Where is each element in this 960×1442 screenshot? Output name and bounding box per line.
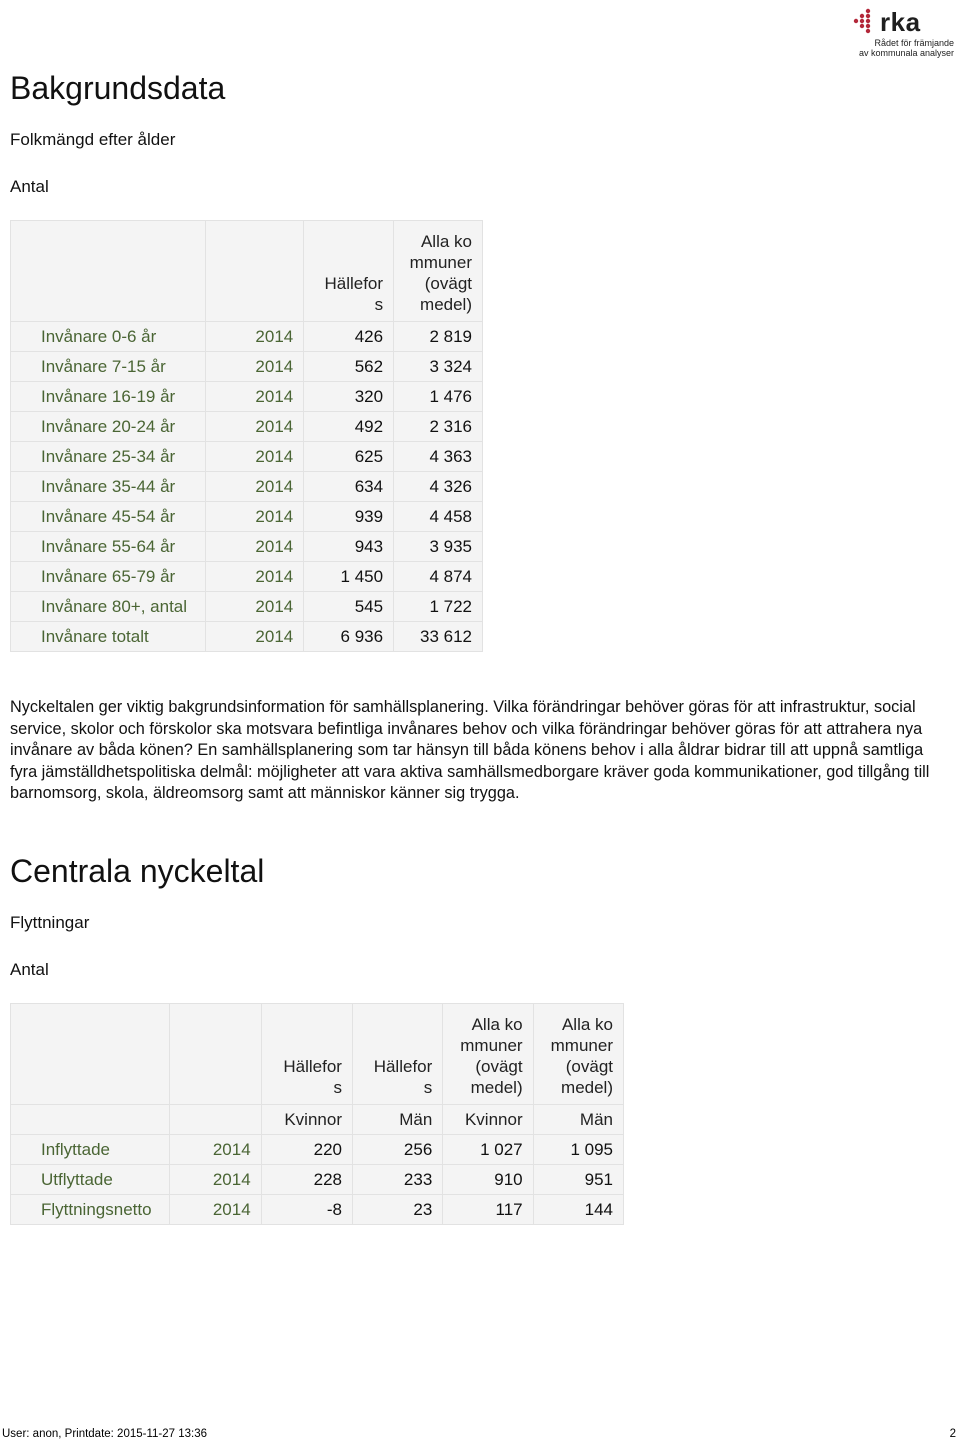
value-hallefors: 426 (304, 322, 394, 352)
section-subtitle: Flyttningar (10, 913, 90, 932)
row-year: 2014 (205, 502, 303, 532)
table-row (11, 1195, 624, 1225)
row-label: Invånare 45-54 år (11, 502, 206, 532)
row-label: Invånare 65-79 år (11, 562, 206, 592)
table-subheader-cell: Kvinnor (261, 1105, 352, 1135)
row-label: Invånare 7-15 år (11, 352, 206, 382)
row-label: Invånare 25-34 år (11, 442, 206, 472)
table-header-cell (394, 221, 483, 322)
header-line: Alla ko (561, 1015, 613, 1034)
header-line: mmuner (409, 253, 472, 272)
row-value: 1 095 (533, 1135, 623, 1165)
logo-subline-1: Rådet för främjande (874, 38, 954, 48)
table-header-row (11, 221, 483, 322)
header-line: Hällefor (283, 1057, 342, 1076)
header-line: Hällefor (373, 1057, 433, 1076)
value-alla-kommuner: 4 874 (394, 562, 483, 592)
table-row (11, 322, 483, 352)
row-year: 2014 (205, 622, 303, 652)
table-row (11, 622, 483, 652)
header-line: Alla ko (471, 1015, 523, 1034)
value-alla-kommuner: 2 819 (394, 322, 483, 352)
row-value: -8 (261, 1195, 352, 1225)
row-value: 220 (261, 1135, 352, 1165)
value-alla-kommuner: 33 612 (394, 622, 483, 652)
table-row (11, 1135, 624, 1165)
table-header-cell (170, 1004, 261, 1105)
value-hallefors: 625 (304, 442, 394, 472)
value-alla-kommuner: 4 326 (394, 472, 483, 502)
page-number: 2 (949, 1428, 956, 1440)
value-hallefors: 634 (304, 472, 394, 502)
table-header-cell (533, 1004, 623, 1105)
table-row (11, 442, 483, 472)
header-line: mmuner (550, 1036, 613, 1055)
value-alla-kommuner: 4 458 (394, 502, 483, 532)
row-label: Invånare 35-44 år (11, 472, 206, 502)
value-alla-kommuner: 3 324 (394, 352, 483, 382)
value-hallefors: 545 (304, 592, 394, 622)
logo-dots-icon (850, 8, 876, 36)
value-hallefors: 320 (304, 382, 394, 412)
row-year: 2014 (170, 1135, 261, 1165)
row-label: Invånare 20-24 år (11, 412, 206, 442)
table-row (11, 472, 483, 502)
row-label: Invånare 80+, antal (11, 592, 206, 622)
value-hallefors: 562 (304, 352, 394, 382)
row-year: 2014 (170, 1195, 261, 1225)
table-subheader-cell: Män (533, 1105, 623, 1135)
value-hallefors: 1 450 (304, 562, 394, 592)
row-label: Inflyttade (11, 1135, 170, 1165)
value-alla-kommuner: 4 363 (394, 442, 483, 472)
section-heading-centrala-nyckeltal: Centrala nyckeltal (10, 853, 265, 889)
unit-label: Antal (10, 960, 49, 979)
row-value: 1 027 (443, 1135, 533, 1165)
value-hallefors: 943 (304, 532, 394, 562)
table-header-cell (304, 221, 394, 322)
row-year: 2014 (205, 382, 303, 412)
value-alla-kommuner: 2 316 (394, 412, 483, 442)
value-alla-kommuner: 1 722 (394, 592, 483, 622)
table-header-row (11, 1004, 624, 1105)
logo-subline-2: av kommunala analyser (858, 48, 954, 58)
header-line: medel) (420, 295, 472, 314)
rka-logo (838, 4, 956, 58)
header-line: medel) (470, 1078, 523, 1097)
table-subheader-cell (11, 1105, 170, 1135)
logo-text: rka (880, 7, 921, 37)
row-year: 2014 (205, 322, 303, 352)
table-row (11, 382, 483, 412)
row-label: Utflyttade (11, 1165, 170, 1195)
header-line: (ovägt (424, 274, 472, 293)
logo-subtitle (840, 38, 954, 58)
row-year: 2014 (205, 412, 303, 442)
row-value: 117 (443, 1195, 533, 1225)
row-year: 2014 (205, 562, 303, 592)
row-value: 256 (352, 1135, 442, 1165)
table-row (11, 502, 483, 532)
table-header-cell (443, 1004, 533, 1105)
row-label: Invånare totalt (11, 622, 206, 652)
row-label: Invånare 0-6 år (11, 322, 206, 352)
table-row (11, 592, 483, 622)
header-line: s (374, 295, 384, 314)
row-year: 2014 (205, 472, 303, 502)
table-row (11, 562, 483, 592)
row-value: 910 (443, 1165, 533, 1195)
migration-table (10, 1003, 624, 1225)
value-alla-kommuner: 1 476 (394, 382, 483, 412)
header-line: (ovägt (475, 1057, 523, 1076)
table-subheader-cell: Kvinnor (443, 1105, 533, 1135)
header-line: (ovägt (565, 1057, 613, 1076)
unit-label: Antal (10, 177, 49, 196)
row-value: 233 (352, 1165, 442, 1195)
table-header-cell (261, 1004, 352, 1105)
population-table (10, 220, 483, 652)
table-header-cell (11, 1004, 170, 1105)
section-subtitle: Folkmängd efter ålder (10, 130, 176, 149)
value-hallefors: 492 (304, 412, 394, 442)
row-value: 144 (533, 1195, 623, 1225)
table-subheader-row (11, 1105, 624, 1135)
row-value: 23 (352, 1195, 442, 1225)
header-line: s (333, 1078, 342, 1097)
row-label: Invånare 55-64 år (11, 532, 206, 562)
header-line: mmuner (460, 1036, 523, 1055)
table-row (11, 412, 483, 442)
row-year: 2014 (170, 1165, 261, 1195)
table-header-cell (205, 221, 303, 322)
row-year: 2014 (205, 592, 303, 622)
row-year: 2014 (205, 532, 303, 562)
footer-print-info: User: anon, Printdate: 2015-11-27 13:36 (2, 1428, 208, 1440)
info-paragraph: Nyckeltalen ger viktig bakgrundsinformation för samhällsplanering. Vilka förändringar behöver göras för att infrastruktur, social service, skolor och förskolor ska motsvara befintliga invånares behov och vilka förändringar behöver göras för att attrahera nya invånare av båda könen? En samhällsplanering som tar hänsyn till båda könens behov i alla åldrar bidrar till att uppnå samtliga fyra jämställdhetspolitiska delmål: möjligheter att vara aktiva samhällsmedborgare kräver goda kommunikationer, god tillgång till barnomsorg, skola, äldreomsorg samt att människor känner sig trygga. (10, 698, 930, 802)
row-value: 228 (261, 1165, 352, 1195)
table-row (11, 352, 483, 382)
header-line: s (423, 1078, 433, 1097)
row-year: 2014 (205, 352, 303, 382)
section-heading-bakgrundsdata: Bakgrundsdata (10, 70, 226, 106)
header-line: Alla ko (420, 232, 472, 251)
row-year: 2014 (205, 442, 303, 472)
header-line: medel) (561, 1078, 613, 1097)
table-subheader-cell (170, 1105, 261, 1135)
value-hallefors: 6 936 (304, 622, 394, 652)
row-label: Invånare 16-19 år (11, 382, 206, 412)
table-row (11, 532, 483, 562)
value-hallefors: 939 (304, 502, 394, 532)
value-alla-kommuner: 3 935 (394, 532, 483, 562)
table-subheader-cell: Män (352, 1105, 442, 1135)
header-line: Hällefor (324, 274, 384, 293)
row-label: Flyttningsnetto (11, 1195, 170, 1225)
table-header-cell (352, 1004, 442, 1105)
table-header-cell (11, 221, 206, 322)
row-value: 951 (533, 1165, 623, 1195)
table-row (11, 1165, 624, 1195)
